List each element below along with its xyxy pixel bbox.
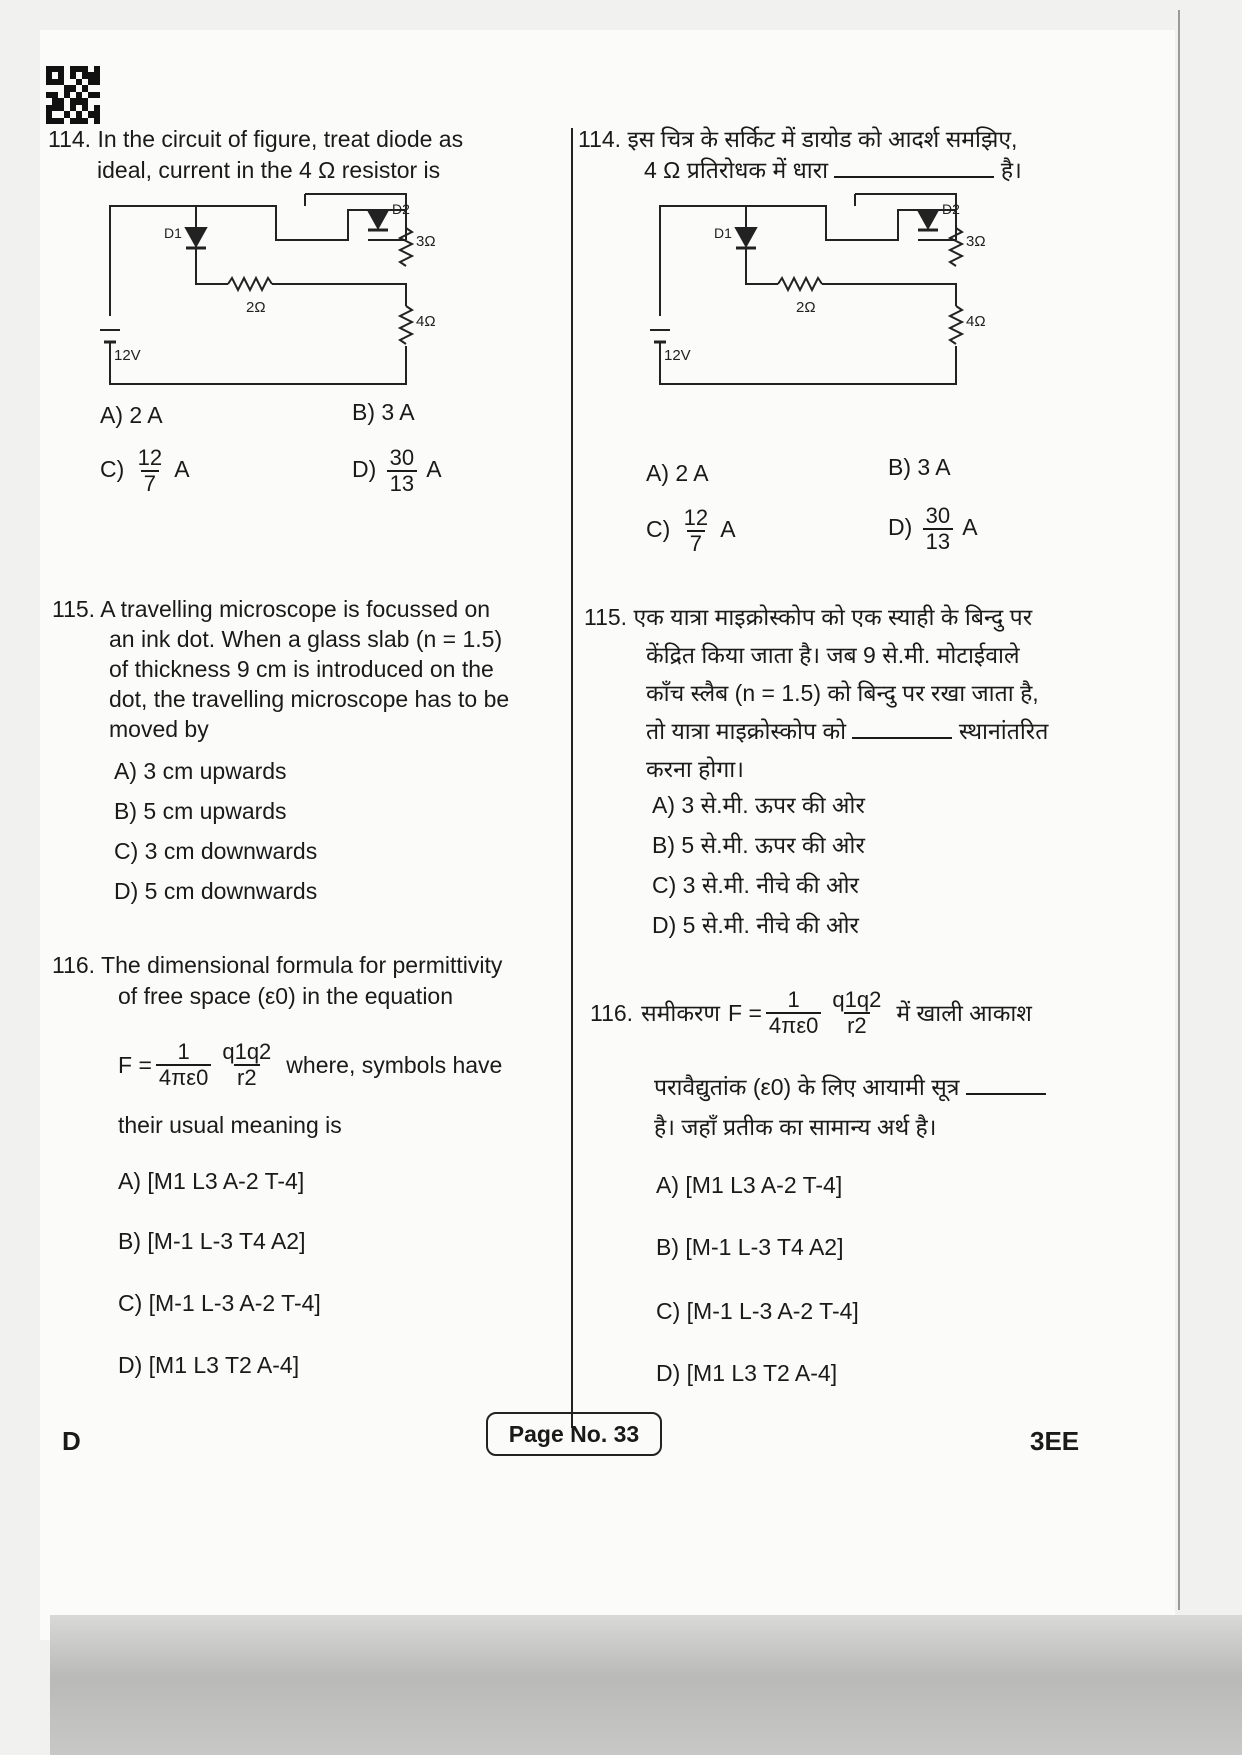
circuit-hi bbox=[650, 188, 1030, 443]
option-a: A) 3 cm upwards bbox=[114, 758, 287, 784]
label-3-ohm: 3Ω bbox=[966, 233, 986, 250]
eq-lhs: F = bbox=[728, 999, 762, 1026]
question-number: 115. bbox=[584, 604, 628, 630]
numerator: 12 bbox=[137, 445, 163, 470]
label-d1: D1 bbox=[164, 225, 182, 241]
wire bbox=[822, 284, 956, 306]
diode-d1-icon bbox=[736, 228, 756, 246]
booklet-series: D bbox=[62, 1426, 81, 1456]
wire bbox=[746, 248, 778, 284]
option-b: B) [M-1 L-3 T4 A2] bbox=[118, 1228, 306, 1254]
denominator: 13 bbox=[387, 470, 417, 496]
question-text: समीकरण bbox=[641, 999, 721, 1026]
question-text: of thickness 9 cm is introduced on the bbox=[109, 656, 494, 682]
fraction bbox=[387, 446, 417, 496]
answer-blank bbox=[852, 717, 952, 739]
question-116-en bbox=[52, 950, 502, 1012]
question-text: where, symbols have bbox=[286, 1051, 503, 1078]
label-battery: 12V bbox=[114, 347, 141, 364]
fraction bbox=[156, 1040, 211, 1090]
diode-d1-icon bbox=[186, 228, 206, 246]
denominator: 13 bbox=[923, 528, 953, 554]
question-text: moved by bbox=[109, 716, 209, 742]
fraction bbox=[923, 504, 953, 554]
resistor-2-ohm bbox=[778, 278, 822, 290]
wire bbox=[110, 342, 406, 384]
option-c bbox=[100, 446, 190, 496]
wire bbox=[660, 342, 956, 384]
wire bbox=[196, 248, 228, 284]
option-d: D) 5 से.मी. नीचे की ओर bbox=[652, 912, 859, 938]
qr-code-icon bbox=[46, 66, 100, 124]
fraction bbox=[681, 506, 711, 556]
numerator: 30 bbox=[925, 503, 951, 528]
question-text: of free space (ε0) in the equation bbox=[118, 983, 454, 1009]
option-d bbox=[888, 504, 978, 554]
answer-blank bbox=[966, 1073, 1046, 1095]
unit: A bbox=[426, 456, 442, 483]
resistor-2-ohm bbox=[228, 278, 272, 290]
question-number: 114. bbox=[578, 126, 622, 152]
option-a: A) [M1 L3 A-2 T-4] bbox=[118, 1168, 305, 1194]
question-number: 116. bbox=[52, 952, 96, 978]
diode-d2-icon bbox=[918, 210, 938, 228]
option-c: C) [M-1 L-3 A-2 T-4] bbox=[118, 1290, 321, 1316]
numerator: 30 bbox=[389, 445, 415, 470]
denominator: 4πε0 bbox=[766, 1012, 821, 1038]
question-text: परावैद्युतांक (ε0) के लिए आयामी सूत्र bbox=[654, 1074, 960, 1100]
option-c: C) 3 cm downwards bbox=[114, 838, 318, 864]
denominator: 7 bbox=[141, 470, 159, 496]
column-divider bbox=[571, 128, 573, 1428]
numerator: 1 bbox=[787, 987, 800, 1012]
answer-blank bbox=[834, 156, 994, 178]
question-text: स्थानांतरित bbox=[958, 718, 1049, 744]
page-number: Page No. 33 bbox=[486, 1412, 662, 1456]
label-d2: D2 bbox=[942, 201, 960, 217]
resistor-4-ohm bbox=[950, 306, 962, 344]
option-b: B) 3 A bbox=[888, 454, 951, 480]
fraction bbox=[766, 988, 821, 1038]
option-d bbox=[352, 446, 442, 496]
option-d: D) 5 cm downwards bbox=[114, 878, 318, 904]
question-text: 4 Ω प्रतिरोधक में धारा bbox=[644, 157, 829, 183]
option-b: B) 5 cm upwards bbox=[114, 798, 287, 824]
option-b: B) 5 से.मी. ऊपर की ओर bbox=[652, 832, 865, 858]
unit: A bbox=[720, 516, 736, 543]
numerator: 1 bbox=[177, 1039, 190, 1064]
option-label: C) bbox=[100, 456, 125, 483]
question-text: an ink dot. When a glass slab (n = 1.5) bbox=[109, 626, 503, 652]
question-115-hi bbox=[584, 598, 1048, 788]
option-a: A) 3 से.मी. ऊपर की ओर bbox=[652, 792, 865, 818]
question-text: है। bbox=[1000, 157, 1022, 183]
option-a: A) [M1 L3 A-2 T-4] bbox=[656, 1172, 843, 1198]
option-d: D) [M1 L3 T2 A-4] bbox=[118, 1352, 300, 1378]
question-number: 116. bbox=[590, 999, 634, 1026]
diode-d2-icon bbox=[368, 210, 388, 228]
label-4-ohm: 4Ω bbox=[966, 313, 986, 330]
option-d: D) [M1 L3 T2 A-4] bbox=[656, 1360, 838, 1386]
fraction bbox=[135, 446, 165, 496]
resistor-4-ohm bbox=[400, 306, 412, 344]
numerator: q1q2 bbox=[832, 987, 882, 1012]
fraction bbox=[829, 988, 884, 1038]
question-number: 114. bbox=[48, 126, 92, 152]
scan-shadow bbox=[50, 1615, 1242, 1755]
unit: A bbox=[962, 514, 978, 541]
eq-lhs: F = bbox=[118, 1051, 152, 1078]
question-text: में खाली आकाश bbox=[896, 999, 1032, 1026]
label-2-ohm: 2Ω bbox=[796, 299, 816, 316]
question-text: dot, the travelling microscope has to be bbox=[109, 686, 510, 712]
question-text: काँच स्लैब (n = 1.5) को बिन्दु पर रखा जाता है, bbox=[646, 680, 1039, 706]
page-edge bbox=[1178, 10, 1180, 1610]
question-text bbox=[654, 1072, 1046, 1103]
wire bbox=[855, 194, 956, 240]
label-2-ohm: 2Ω bbox=[246, 299, 266, 316]
question-text: है। जहाँ प्रतीक का सामान्य अर्थ है। bbox=[654, 1114, 937, 1140]
circuit-diagram bbox=[650, 188, 1030, 438]
label-4-ohm: 4Ω bbox=[416, 313, 436, 330]
numerator: 12 bbox=[683, 505, 709, 530]
option-c: C) 3 से.मी. नीचे की ओर bbox=[652, 872, 859, 898]
option-c bbox=[646, 506, 736, 556]
denominator: r2 bbox=[844, 1012, 870, 1038]
question-text: एक यात्रा माइक्रोस्कोप को एक स्याही के बिन्दु पर bbox=[633, 604, 1033, 630]
denominator: 7 bbox=[687, 530, 705, 556]
option-a: A) 2 A bbox=[646, 460, 709, 486]
denominator: r2 bbox=[234, 1064, 260, 1090]
unit: A bbox=[174, 456, 190, 483]
option-b: B) 3 A bbox=[352, 399, 415, 425]
question-text: ideal, current in the 4 Ω resistor is bbox=[97, 157, 441, 183]
question-number: 115. bbox=[52, 596, 96, 622]
option-label: C) bbox=[646, 516, 671, 543]
question-114-en bbox=[48, 124, 463, 186]
label-battery: 12V bbox=[664, 347, 691, 364]
option-c: C) [M-1 L-3 A-2 T-4] bbox=[656, 1298, 859, 1324]
label-d2: D2 bbox=[392, 201, 410, 217]
question-116-hi bbox=[590, 988, 1032, 1038]
question-text: The dimensional formula for permittivity bbox=[101, 952, 503, 978]
question-text: केंद्रित किया जाता है। जब 9 से.मी. मोटाईवाले bbox=[646, 642, 1020, 668]
option-label: D) bbox=[352, 456, 377, 483]
wire bbox=[305, 194, 406, 240]
question-text: करना होगा। bbox=[646, 756, 744, 782]
label-3-ohm: 3Ω bbox=[416, 233, 436, 250]
question-text: In the circuit of figure, treat diode as bbox=[97, 126, 464, 152]
question-text: A travelling microscope is focussed on bbox=[100, 596, 491, 622]
question-text: तो यात्रा माइक्रोस्कोप को bbox=[646, 718, 847, 744]
question-114-hi bbox=[578, 124, 1022, 186]
wire bbox=[272, 284, 406, 306]
fraction bbox=[219, 1040, 274, 1090]
option-label: D) bbox=[888, 514, 913, 541]
numerator: q1q2 bbox=[222, 1039, 272, 1064]
question-text: their usual meaning is bbox=[118, 1112, 342, 1138]
label-d1: D1 bbox=[714, 225, 732, 241]
option-b: B) [M-1 L-3 T4 A2] bbox=[656, 1234, 844, 1260]
wire bbox=[660, 206, 898, 316]
option-a: A) 2 A bbox=[100, 402, 163, 428]
paper-code: 3EE bbox=[1030, 1426, 1080, 1456]
denominator: 4πε0 bbox=[156, 1064, 211, 1090]
question-115-en bbox=[52, 594, 509, 744]
question-text: इस चित्र के सर्किट में डायोड को आदर्श समझिए, bbox=[627, 126, 1018, 152]
equation-en bbox=[118, 1040, 502, 1090]
wire bbox=[110, 206, 348, 316]
